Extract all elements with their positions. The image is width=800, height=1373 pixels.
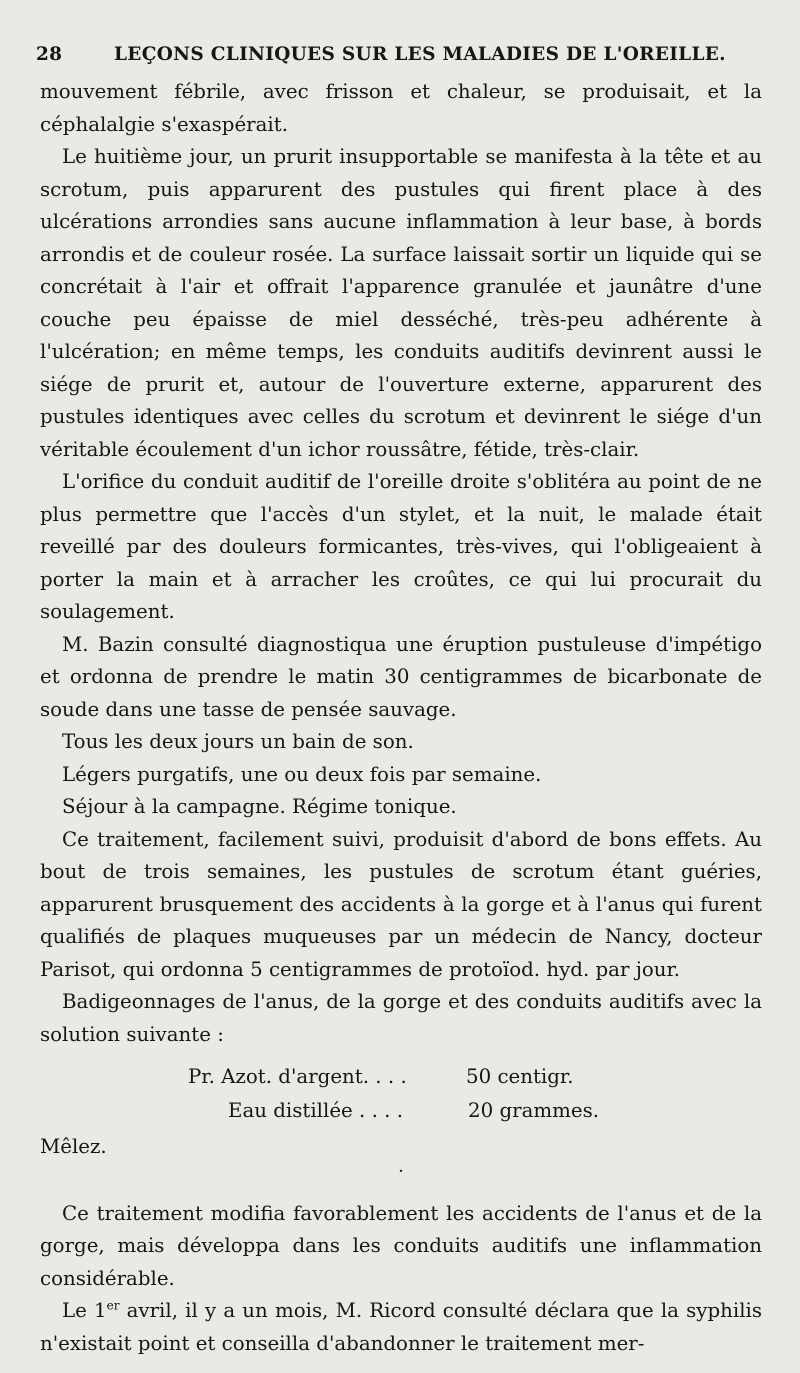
formula-instruction: Mêlez. xyxy=(40,1135,107,1158)
paragraph-continuation: avril, il y a un mois, M. Ricord consulté déclara que la syphilis n'existait point et conseilla d'abandonner le traitement mer- xyxy=(40,1299,762,1355)
paragraph: Tous les deux jours un bain de son. xyxy=(62,730,414,753)
formula-quantity: 50 centigr. xyxy=(466,1065,574,1088)
page-number: 28 xyxy=(36,44,63,65)
separator-dot: · xyxy=(398,1160,404,1182)
formula-line xyxy=(228,1095,600,1128)
date-text: Le 1 xyxy=(62,1299,107,1322)
paragraph: Ce traitement, facilement suivi, produisit d'abord de bons effets. Au bout de trois semaines, les pustules de scrotum étant guéries, apparurent brusquement des accidents à la gorge et à l'anus qui furent qualifiés de plaques muqueuses par un médecin de Nancy, docteur Parisot, qui ordonna 5 centigrammes de protoïod. hyd. par jour. xyxy=(40,827,762,981)
formula-quantity: 20 grammes. xyxy=(468,1099,600,1122)
ordinal-superscript: er xyxy=(106,1298,120,1313)
paragraph: Légers purgatifs, une ou deux fois par semaine. xyxy=(62,762,542,786)
prescription-formula xyxy=(40,1061,762,1131)
paragraph: Séjour à la campagne. Régime tonique. xyxy=(62,795,457,818)
paragraph: mouvement fébrile, avec frisson et chaleur, se produisait, et la céphalalgie s'exaspérait. xyxy=(40,80,762,136)
page-header xyxy=(36,40,756,70)
formula-ingredient: Pr. Azot. d'argent. . . . xyxy=(188,1065,407,1088)
paragraph: Badigeonnages de l'anus, de la gorge et des conduits auditifs avec la solution suivante : xyxy=(40,990,762,1046)
paragraph: L'orifice du conduit auditif de l'oreille droite s'oblitéra au point de ne plus permettre que l'accès d'un stylet, et la nuit, le malade était reveillé par des douleurs formicantes, très-vives, qui l'obligeaient à porter la main et à arracher les croûtes, ce qui lui procurait du soulagement. xyxy=(40,470,762,623)
paragraph: Ce traitement modifia favorablement les accidents de l'anus et de la gorge, mais développa dans les conduits auditifs une inflammation considérable. xyxy=(40,1201,762,1290)
paragraph xyxy=(40,1295,762,1360)
paragraph: Le huitième jour, un prurit insupportable se manifesta à la tête et au scrotum, puis apparurent des pustules qui firent place à des ulcérations arrondies sans aucune inflammation à leur base, à bords arrondis et de couleur rosée. La surface laissait sortir un liquide qui se concrétait à l'air et offrait l'apparence granulée et jaunâtre d'une couche peu épaisse de miel desséché, très-peu adhérente à l'ulcération; en même temps, les conduits auditifs devinrent aussi le siége de prurit et, autour de l'ouverture externe, apparurent des pustules identiques avec celles du scrotum et devinrent le siége d'un véritable écoulement d'un ichor roussâtre, fétide, très-clair. xyxy=(40,145,762,461)
body-text xyxy=(40,76,762,1360)
formula-ingredient: Eau distillée . . . . xyxy=(228,1099,404,1122)
formula-line xyxy=(188,1061,574,1094)
paragraph: M. Bazin consulté diagnostiqua une éruption pustuleuse d'impétigo et ordonna de prendre le matin 30 centigrammes de bicarbonate de soude dans une tasse de pensée sauvage. xyxy=(40,632,762,721)
running-title: LEÇONS CLINIQUES SUR LES MALADIES DE L'OREILLE. xyxy=(114,44,726,65)
